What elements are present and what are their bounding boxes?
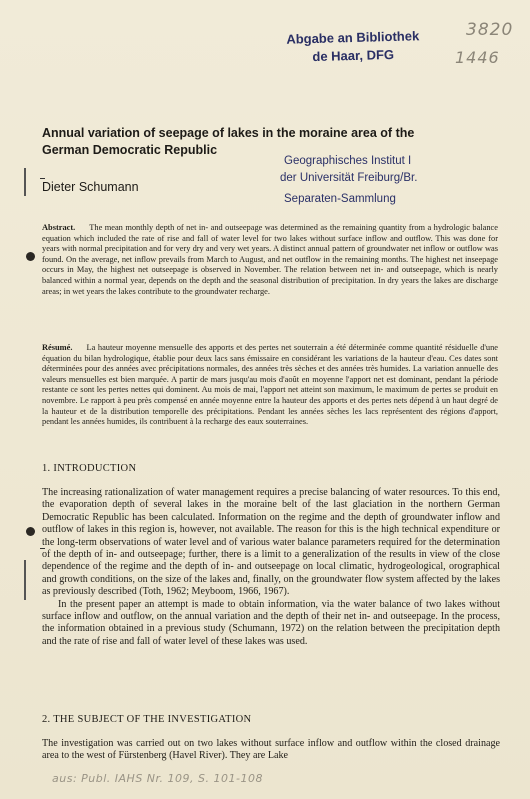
library-stamp <box>278 27 429 67</box>
subject-body <box>42 738 500 763</box>
section-heading-introduction: 1. INTRODUCTION <box>42 463 137 474</box>
abstract-text: The mean monthly depth of net in- and outseepage was determined as the remaining quantity from a hydrologic balance equation which included the rate of rise and fall of water level for two lakes without surface inflow and outflow. This was done for years with normal precipitation and for very dry and very wet years. A distinct annual pattern of groundwater net inflow or outflow was found. On the average, net inflow prevails from March to August, and net outflow in the remaining months. The highest net inseepage occurs in May, the highest net outseepage is observed in November. The relation between net in- and outseepage, which is nearly balanced within a normal year, depends on the depth and the seasonal distribution of precipitation. In dry years the lakes are discharge areas; in wet years the lakes contribute to the groundwater recharge. <box>42 223 498 296</box>
institute-stamp-line2: der Universität Freiburg/Br. <box>280 172 418 184</box>
paper-author: Dieter Schumann <box>42 180 139 194</box>
pencil-note-top: 3820 <box>466 20 514 40</box>
resume-text: La hauteur moyenne mensuelle des apports et des pertes net souterrain a été déterminée comme quantité résiduelle d'une équation du bilan hydrologique, établie pour deux lacs sans émissaire en considérant les variations de la hauteur d'eau. Ces dates sont déterminées pour des années avec précipitations normales, des années très sèches et des années très humides. La variation annuelle des valeurs mensuelles est bien marquée. A partir de mars jusqu'au mois d'août en moyenne l'apport net est dominant, pendant la période restante ce sont les pertes nettes qui dominent. Au mois de mai, l'apport net atteint son maximum, le maximum de pertes se produit en novembre. Le rapport à peu près compensé en année moyenne entre la hauteur des apports et des pertes nets dépend à un haut degré de la hauteur et de la distribution temporelle des précipitations. Pendant les années sèches les lacs représentent des régions d'apport, pendant les années humides, ils contribuent à la recharge des eaux souterraines. <box>42 343 498 427</box>
punch-hole <box>26 252 35 261</box>
margin-tick <box>40 548 45 549</box>
institute-stamp <box>280 153 500 208</box>
institute-stamp-line3: Separaten-Sammlung <box>284 193 396 205</box>
resume <box>42 343 498 428</box>
library-stamp-line2: de Haar, DFG <box>312 46 395 65</box>
pencil-citation-note: aus: Publ. IAHS Nr. 109, S. 101-108 <box>52 772 263 785</box>
subject-paragraph-1: The investigation was carried out on two lakes without surface inflow and outflow within the closed drainage area to the west of Fürstenberg (Havel River). They are Lake <box>42 738 500 762</box>
resume-label: Résumé. <box>42 343 73 352</box>
introduction-body <box>42 487 500 648</box>
library-stamp-line1: Abgabe an Bibliothek <box>286 28 420 47</box>
staple-mark <box>24 560 26 600</box>
introduction-paragraph-1: The increasing rationalization of water management requires a precise balancing of water resources. To this end, the evaporation depth of several lakes in the moraine belt of the last glaciation in the northern German Democratic Republic has been calculated. Information on the regime and the depth of groundwater inflow and outflow of lakes in this region is, however, not available. The reason for this is the high technical expenditure or the long-term observations of water level and of various water balance parameters required for the determination of the depth of in- and outseepage; further, there is a limit to a generalization of the results in view of the close dependence of the regime and the depth of in- and outseepage on local climatic, hydrogeological, orographical and growth conditions, on the size of the lakes and, finally, on the groundwater flow system affected by the lakes as previously described (Toth, 1962; Meyboom, 1966, 1967). <box>42 487 500 598</box>
abstract-label: Abstract. <box>42 223 76 232</box>
paper-title: Annual variation of seepage of lakes in the moraine area of the German Democratic Republic <box>42 126 415 157</box>
margin-tick <box>40 178 45 179</box>
punch-hole <box>26 527 35 536</box>
introduction-paragraph-2: In the present paper an attempt is made to obtain information, via the water balance of two lakes without surface inflow and outflow, on the annual variation and the depth of their net in- and outseepage. In the process, the information obtained in a previous study (Schumann, 1972) on the relation between the precipitation depth and the rate of rise and fall of water level of these lakes was used. <box>42 598 500 647</box>
institute-stamp-line1: Geographisches Institut I <box>284 155 412 167</box>
staple-mark <box>24 168 26 196</box>
abstract <box>42 223 498 297</box>
pencil-note-second: 1446 <box>455 48 500 67</box>
section-heading-subject: 2. THE SUBJECT OF THE INVESTIGATION <box>42 714 252 725</box>
